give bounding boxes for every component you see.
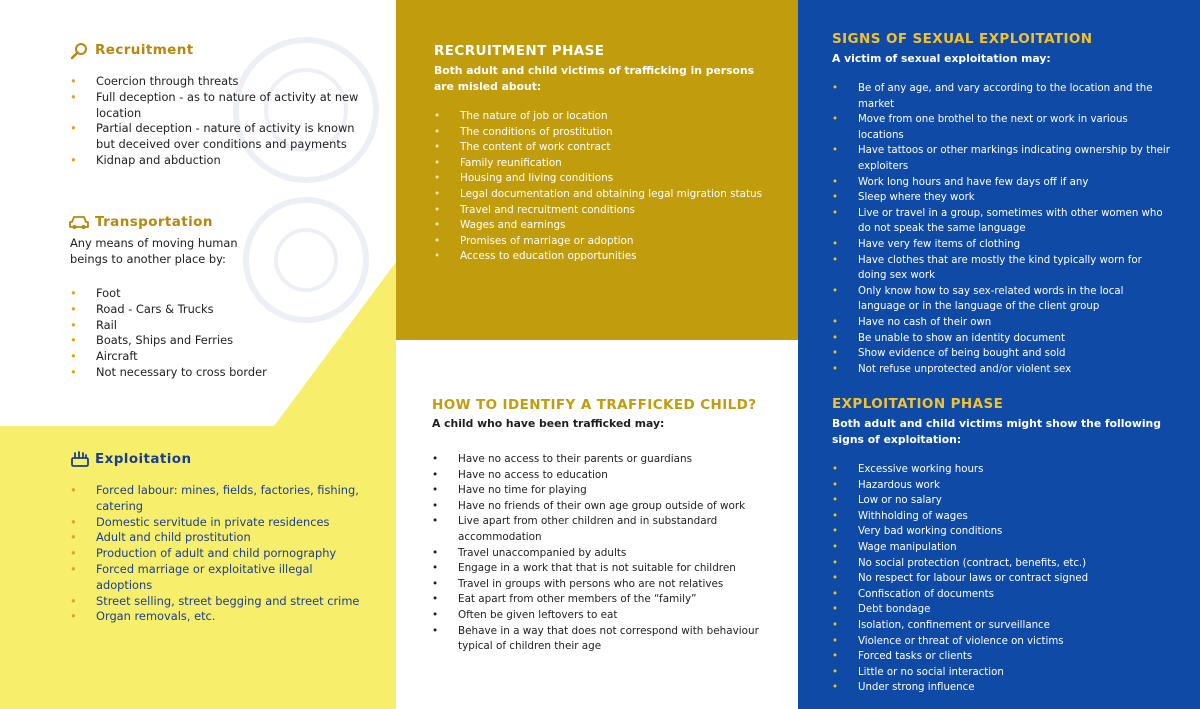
recruitment-list bbox=[70, 74, 370, 169]
exploitation-title: Exploitation bbox=[95, 451, 192, 467]
recruitment-title: Recruitment bbox=[95, 42, 194, 58]
list-item: • Aircraft bbox=[70, 349, 370, 365]
list-item: • Road - Cars & Trucks bbox=[70, 302, 370, 318]
list-item: • Coercion through threats bbox=[70, 74, 370, 90]
right-column bbox=[798, 0, 1200, 709]
list-item: • The nature of job or location bbox=[434, 109, 764, 125]
transportation-title: Transportation bbox=[95, 214, 213, 230]
left-column bbox=[0, 0, 396, 709]
exploitation-phase-list bbox=[832, 462, 1172, 696]
magnifier-icon bbox=[70, 42, 88, 60]
list-item: • Have no access to their parents or guardians bbox=[432, 452, 772, 468]
list-item: • Live apart from other children and in substandard accommodation bbox=[432, 514, 772, 545]
list-item: • Only know how to say sex-related words in the local language or in the language of the client group bbox=[832, 284, 1172, 315]
list-item: • Full deception - as to nature of activity at new location bbox=[70, 90, 370, 122]
list-item: • Adult and child prostitution bbox=[70, 530, 370, 546]
list-item: • Have no time for playing bbox=[432, 483, 772, 499]
exploitation-list bbox=[70, 483, 370, 625]
list-item: • Organ removals, etc. bbox=[70, 609, 370, 625]
list-item: • Have no access to education bbox=[432, 468, 772, 484]
exploitation-phase-title: EXPLOITATION PHASE bbox=[832, 396, 1004, 412]
list-item: • Travel and recruitment conditions bbox=[434, 203, 764, 219]
list-item: • Wages and earnings bbox=[434, 218, 764, 234]
list-item: • Street selling, street begging and street crime bbox=[70, 594, 370, 610]
list-item: • Little or no social interaction bbox=[832, 665, 1172, 681]
list-item: • Isolation, confinement or surveillance bbox=[832, 618, 1172, 634]
list-item: • Forced marriage or exploitative illegal adoptions bbox=[70, 562, 370, 594]
list-item: • Housing and living conditions bbox=[434, 171, 764, 187]
list-item: • Travel unaccompanied by adults bbox=[432, 546, 772, 562]
identify-child-intro: A child who have been trafficked may: bbox=[432, 417, 665, 430]
list-item: • Hazardous work bbox=[832, 478, 1172, 494]
list-item: • Have clothes that are mostly the kind typically worn for doing sex work bbox=[832, 253, 1172, 284]
list-item: • Live or travel in a group, sometimes with other women who do not speak the same language bbox=[832, 206, 1172, 237]
list-item: • Promises of marriage or adoption bbox=[434, 234, 764, 250]
list-item: • Have no friends of their own age group outside of work bbox=[432, 499, 772, 515]
list-item: • Excessive working hours bbox=[832, 462, 1172, 478]
list-item: • Be unable to show an identity document bbox=[832, 331, 1172, 347]
list-item: • Move from one brothel to the next or work in various locations bbox=[832, 112, 1172, 143]
list-item: • Have very few items of clothing bbox=[832, 237, 1172, 253]
list-item: • Engage in a work that that is not suitable for children bbox=[432, 561, 772, 577]
list-item: • Forced labour: mines, fields, factories, fishing, catering bbox=[70, 483, 370, 515]
list-item: • Very bad working conditions bbox=[832, 524, 1172, 540]
hands-icon bbox=[70, 450, 90, 468]
identify-child-title: HOW TO IDENTIFY A TRAFFICKED CHILD? bbox=[432, 397, 757, 413]
list-item: • Often be given leftovers to eat bbox=[432, 608, 772, 624]
sexual-exploitation-list bbox=[832, 81, 1172, 377]
list-item: • The conditions of prostitution bbox=[434, 125, 764, 141]
list-item: • Low or no salary bbox=[832, 493, 1172, 509]
list-item: • Partial deception - nature of activity is known but deceived over conditions and payments bbox=[70, 121, 370, 153]
list-item: • Violence or threat of violence on victims bbox=[832, 634, 1172, 650]
list-item: • Work long hours and have few days off if any bbox=[832, 175, 1172, 191]
transportation-intro: Any means of moving human beings to another place by: bbox=[70, 236, 238, 266]
sexual-exploitation-title: SIGNS OF SEXUAL EXPLOITATION bbox=[832, 31, 1093, 47]
list-item: • Travel in groups with persons who are not relatives bbox=[432, 577, 772, 593]
list-item: • Have tattoos or other markings indicating ownership by their exploiters bbox=[832, 143, 1172, 174]
list-item: • Confiscation of documents bbox=[832, 587, 1172, 603]
list-item: • Eat apart from other members of the “family” bbox=[432, 592, 772, 608]
list-item: • No respect for labour laws or contract signed bbox=[832, 571, 1172, 587]
recruitment-phase-list bbox=[434, 109, 764, 265]
sexual-exploitation-intro: A victim of sexual exploitation may: bbox=[832, 52, 1051, 65]
list-item: • Boats, Ships and Ferries bbox=[70, 333, 370, 349]
list-item: • Production of adult and child pornography bbox=[70, 546, 370, 562]
list-item: • Not necessary to cross border bbox=[70, 365, 370, 381]
list-item: • Kidnap and abduction bbox=[70, 153, 370, 169]
list-item: • Forced tasks or clients bbox=[832, 649, 1172, 665]
car-icon bbox=[69, 214, 89, 230]
recruitment-phase-title: RECRUITMENT PHASE bbox=[434, 43, 605, 59]
list-item: • Have no cash of their own bbox=[832, 315, 1172, 331]
recruitment-phase-intro: Both adult and child victims of trafficking in persons are misled about: bbox=[434, 64, 755, 93]
exploitation-phase-intro: Both adult and child victims might show the following signs of exploitation: bbox=[832, 417, 1161, 446]
list-item: • The content of work contract bbox=[434, 140, 764, 156]
list-item: • Wage manipulation bbox=[832, 540, 1172, 556]
list-item: • Debt bondage bbox=[832, 602, 1172, 618]
list-item: • Foot bbox=[70, 286, 370, 302]
list-item: • No social protection (contract, benefits, etc.) bbox=[832, 556, 1172, 572]
list-item: • Domestic servitude in private residences bbox=[70, 515, 370, 531]
list-item: • Family reunification bbox=[434, 156, 764, 172]
list-item: • Rail bbox=[70, 318, 370, 334]
list-item: • Under strong influence bbox=[832, 680, 1172, 696]
list-item: • Be of any age, and vary according to the location and the market bbox=[832, 81, 1172, 112]
list-item: • Behave in a way that does not correspond with behaviour typical of children their age bbox=[432, 624, 772, 655]
list-item: • Legal documentation and obtaining legal migration status bbox=[434, 187, 764, 203]
list-item: • Sleep where they work bbox=[832, 190, 1172, 206]
identify-child-list bbox=[432, 452, 772, 655]
transportation-list bbox=[70, 286, 370, 381]
list-item: • Withholding of wages bbox=[832, 509, 1172, 525]
list-item: • Show evidence of being bought and sold bbox=[832, 346, 1172, 362]
list-item: • Not refuse unprotected and/or violent sex bbox=[832, 362, 1172, 378]
list-item: • Access to education opportunities bbox=[434, 249, 764, 265]
middle-column bbox=[396, 0, 798, 709]
